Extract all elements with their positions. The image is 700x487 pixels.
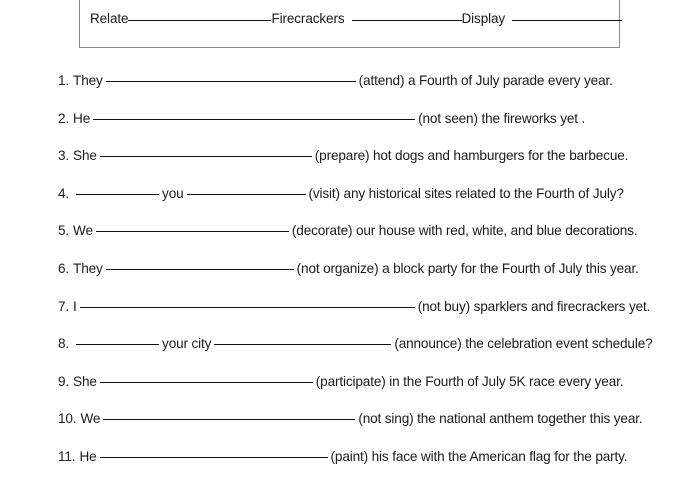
sentence-number: 9. xyxy=(58,373,70,389)
sentence-text: you xyxy=(162,185,184,201)
sentence-number: 1. xyxy=(58,73,70,88)
sentence-item xyxy=(58,374,670,412)
answer-blank[interactable] xyxy=(76,194,159,195)
sentence-text: (participate) in the Fourth of July 5K race every year. xyxy=(315,373,624,389)
word-bank-entry xyxy=(462,11,622,26)
word-bank-row xyxy=(90,11,609,37)
sentence-text: I xyxy=(73,298,77,314)
sentence-item xyxy=(58,148,670,186)
sentence-number: 4. xyxy=(58,185,70,201)
sentence-text: We xyxy=(73,223,93,239)
answer-blank[interactable] xyxy=(93,119,415,120)
answer-blank[interactable] xyxy=(76,344,159,345)
sentence-number: 10. xyxy=(58,411,77,427)
sentence-item xyxy=(58,111,670,149)
sentence-text: (visit) any historical sites related to the Fourth of July? xyxy=(308,185,624,201)
answer-blank[interactable] xyxy=(100,457,328,458)
sentence-item xyxy=(58,223,670,261)
sentence-item xyxy=(58,261,670,299)
sentence-number: 5. xyxy=(58,223,70,239)
word-bank-answer-blank[interactable] xyxy=(352,20,462,21)
word-bank-box xyxy=(79,0,620,48)
word-bank-entry xyxy=(90,11,271,26)
sentence-number: 7. xyxy=(58,298,70,314)
word-bank-entry xyxy=(271,11,461,26)
answer-blank[interactable] xyxy=(80,307,415,308)
sentence-text: (not sing) the national anthem together this year. xyxy=(358,411,643,427)
sentence-text: He xyxy=(73,110,91,126)
sentence-text: They xyxy=(73,260,103,276)
answer-blank[interactable] xyxy=(187,194,306,195)
sentence-text: He xyxy=(79,448,97,464)
sentence-text: They xyxy=(73,73,103,88)
sentence-number: 2. xyxy=(58,110,70,126)
sentence-text: (prepare) hot dogs and hamburgers for the barbecue. xyxy=(314,148,629,164)
sentence-text: (decorate) our house with red, white, and blue decorations. xyxy=(291,223,638,239)
sentence-text: We xyxy=(80,411,101,427)
word-bank-answer-blank[interactable] xyxy=(128,20,271,21)
word-bank-word: Display xyxy=(461,11,506,26)
answer-blank[interactable] xyxy=(106,269,294,270)
sentence-list xyxy=(58,73,670,487)
answer-blank[interactable] xyxy=(106,81,356,82)
sentence-number: 11. xyxy=(58,448,76,464)
word-bank-word: Relate xyxy=(90,11,129,26)
word-bank-word: Firecrackers xyxy=(271,11,345,26)
sentence-text: (not seen) the fireworks yet . xyxy=(418,110,586,126)
sentence-text: (announce) the celebration event schedule? xyxy=(394,336,653,352)
sentence-item xyxy=(58,449,670,487)
sentence-text: (not organize) a block party for the Fourth of July this year. xyxy=(296,260,639,276)
sentence-item xyxy=(58,299,670,337)
sentence-item xyxy=(58,336,670,374)
sentence-text: your city xyxy=(162,336,212,352)
word-bank-row xyxy=(90,0,609,11)
sentence-number: 6. xyxy=(58,260,70,276)
answer-blank[interactable] xyxy=(103,419,355,420)
sentence-text: (paint) his face with the American flag for the party. xyxy=(330,448,628,464)
answer-blank[interactable] xyxy=(96,231,289,232)
answer-blank[interactable] xyxy=(100,156,312,157)
sentence-item xyxy=(58,186,670,224)
sentence-item xyxy=(58,411,670,449)
sentence-text: She xyxy=(73,148,97,164)
sentence-text: (not buy) sparklers and firecrackers yet. xyxy=(417,298,651,314)
sentence-item xyxy=(58,73,670,111)
sentence-text: (attend) a Fourth of July parade every year. xyxy=(358,73,613,88)
answer-blank[interactable] xyxy=(214,344,391,345)
sentence-text: She xyxy=(73,373,97,389)
word-bank-answer-blank[interactable] xyxy=(512,20,621,21)
answer-blank[interactable] xyxy=(100,382,313,383)
sentence-number: 3. xyxy=(58,148,70,164)
sentence-number: 8. xyxy=(58,336,70,352)
